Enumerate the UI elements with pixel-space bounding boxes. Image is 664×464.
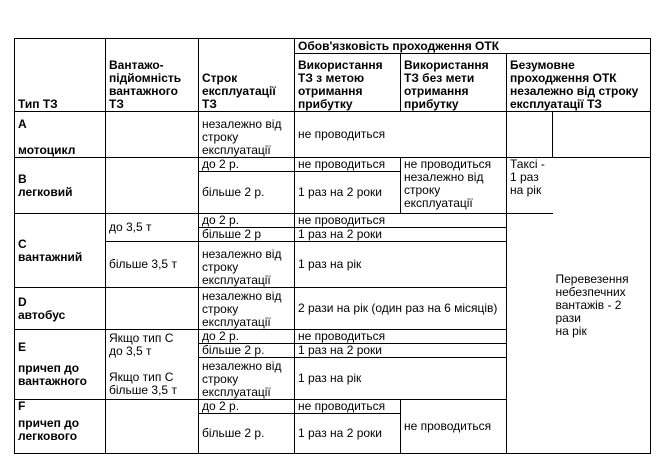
row-a-type <box>15 112 106 158</box>
row-e-life-3: незалежно від строку експлуатації <box>199 358 295 400</box>
row-d-type <box>15 288 106 330</box>
header-non-profit: Використання ТЗ без мети отримання прибутку <box>401 54 507 112</box>
row-b-life-2: більше 2 р. <box>199 172 295 214</box>
row-e-life-2: більше 2 р. <box>199 344 295 358</box>
row-c-capacity-large: більше 3,5 т <box>106 242 199 288</box>
row-c-life-1: до 2 р. <box>199 214 295 228</box>
row-c-obligation-2: 1 раз на 2 роки <box>295 228 507 242</box>
row-b-life-1: до 2 р. <box>199 158 295 172</box>
row-a-life: незалежно від строку експлуатації <box>199 112 295 158</box>
row-f-name: причеп до легкового <box>18 416 80 443</box>
header-service-life: Строк експлуатації ТЗ <box>199 39 295 112</box>
row-f-capacity <box>106 400 199 454</box>
row-f-profit-2: 1 раз на 2 роки <box>295 414 401 454</box>
row-e-type <box>15 330 106 400</box>
row-e-code: E <box>18 340 27 354</box>
row-a-name: мотоцикл <box>18 143 76 157</box>
row-d-code: D <box>18 294 27 309</box>
row-b-taxi: Таксі - 1 раз на рік <box>507 158 553 214</box>
row-e-obligation-1: не проводиться <box>295 330 507 344</box>
row-b-capacity <box>106 158 199 214</box>
row-a-code: A <box>18 117 27 131</box>
row-d-obligation: 2 рази на рік (один раз на 6 місяців) <box>295 288 507 330</box>
row-c-code: C <box>18 236 27 251</box>
row-b-type <box>15 158 106 214</box>
otk-obligation-table <box>14 38 651 454</box>
row-e-name: причеп до вантажного <box>18 361 87 388</box>
header-vehicle-type: Тип ТЗ <box>15 39 106 112</box>
row-e-obligation-3: 1 раз на рік <box>295 358 507 400</box>
row-d-name: автобус <box>18 307 66 322</box>
row-e-capacity: Якщо тип С до 3,5 т Якщо тип С більше 3,5 т <box>106 330 199 400</box>
row-d-life: незалежно від строку експлуатації <box>199 288 295 330</box>
row-b-profit-1: не проводиться <box>295 158 401 172</box>
row-a-uncond-1 <box>507 112 553 158</box>
uncond-blank <box>507 214 553 454</box>
row-f-profit-1: не проводиться <box>295 400 401 414</box>
row-a-obligation: не проводиться <box>295 112 507 158</box>
header-for-profit: Використання ТЗ з метою отримання прибутку <box>295 54 401 112</box>
header-obligation: Обов'язковість проходження ОТК <box>295 39 651 54</box>
row-a-capacity <box>106 112 199 158</box>
row-f-life-1: до 2 р. <box>199 400 295 414</box>
header-capacity: Вантажо- підйомність вантажного ТЗ <box>106 39 199 112</box>
row-b-code: B <box>18 171 27 186</box>
row-c-life-3: незалежно від строку експлуатації <box>199 242 295 288</box>
dangerous-goods-note: Перевезення небезпечних вантажів - 2 рази на рік <box>553 158 651 454</box>
row-e-obligation-2: 1 раз на 2 роки <box>295 344 507 358</box>
row-b-nonprofit: не проводиться незалежно від строку експлуатації <box>401 158 507 214</box>
row-c-life-2: більше 2 р <box>199 228 295 242</box>
row-c-obligation-3: 1 раз на рік <box>295 242 507 288</box>
row-b-profit-2: 1 раз на 2 роки <box>295 172 401 214</box>
header-unconditional: Безумовне проходження ОТК незалежно від строку експлуатації ТЗ <box>507 54 651 112</box>
row-f-life-2: більше 2 р. <box>199 414 295 454</box>
row-f-code: F <box>18 399 26 413</box>
row-f-nonprofit: не проводиться <box>401 400 507 454</box>
row-c-name: вантажний <box>18 249 83 264</box>
row-f-type <box>15 400 106 454</box>
row-e-life-1: до 2 р. <box>199 330 295 344</box>
row-d-capacity <box>106 288 199 330</box>
row-b-name: легковий <box>18 184 73 199</box>
row-c-type <box>15 214 106 288</box>
row-c-obligation-1: не проводиться <box>295 214 507 228</box>
row-c-capacity-small: до 3,5 т <box>106 214 199 242</box>
row-a-uncond-2 <box>553 112 651 158</box>
